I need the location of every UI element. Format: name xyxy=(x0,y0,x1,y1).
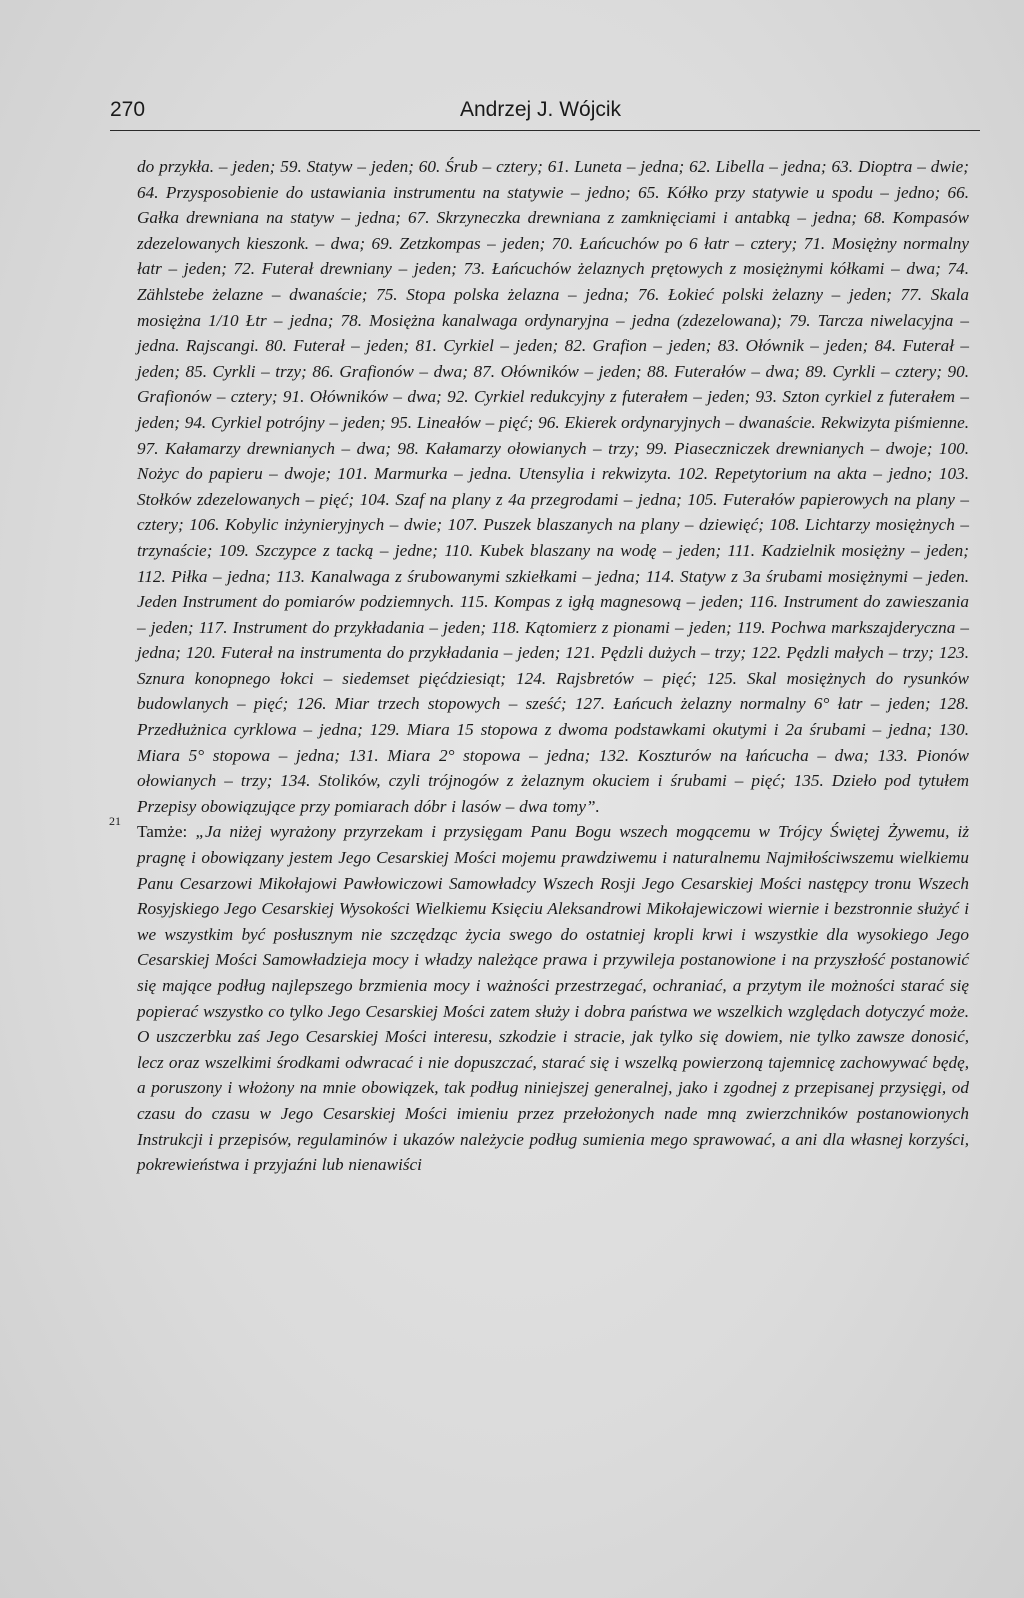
footnote-21 xyxy=(109,814,970,1177)
header-rule xyxy=(110,130,980,131)
footnotes-block xyxy=(109,154,970,1178)
running-head xyxy=(110,98,980,132)
running-head-author: Andrzej J. Wójcik xyxy=(460,98,622,121)
page-number: 270 xyxy=(110,98,146,121)
footnote-inventory-continuation: do przykła. – jeden; 59. Statyw – jeden; 60. Śrub – cztery; 61. Luneta – jedna; 62. Libella – jedna; 63. Dioptra – dwie; 64. Przysposobienie do ustawiania instrumentu na statywie – jedno; 65. Kółko przy statywie u spodu – jedno; 66. Gałka drewniana na statyw – jedna; 67. Skrzyneczka drewniana z zamknięciami i antabką – jedna; 68. Kompasów zdezelowanych kieszonk. – dwa; 69. Zetzkompas – jeden; 70. Łańcuchów po 6 łatr – cztery; 71. Mosiężny normalny łatr – jeden; 72. Futerał drewniany – jeden; 73. Łańcuchów żelaznych prętowych z mosiężnymi kółkami – dwa; 74. Zählstebe żelazne – dwanaście; 75. Stopa polska żelazna – jedna; 76. Łokieć polski żelazny – jeden; 77. Skala mosiężna 1/10 Łtr – jedna; 78. Mosiężna kanalwaga ordynaryjna – jedna (zdezelowana); 79. Tarcza niwelacyjna – jedna. Rajscangi. 80. Futerał – jeden; 81. Cyrkiel – jeden; 82. Grafion – jeden; 83. Ołównik – jeden; 84. Futerał – jeden; 85. Cyrkli – trzy; 86. Grafionów – dwa; 87. Ołówników – jeden; 88. Futerałów – dwa; 89. Cyrkli – cztery; 90. Grafionów – cztery; 91. Ołówników – dwa; 92. Cyrkiel redukcyjny z futerałem – jeden; 93. Szton cyrkiel z futerałem – jeden; 94. Cyrkiel potrójny – jeden; 95. Lineałów – pięć; 96. Ekierek ordynaryjnych – dwanaście. Rekwizyta piśmienne. 97. Kałamarzy drewnianych – dwa; 98. Kałamarzy ołowianych – trzy; 99. Piaseczniczek drewnianych – dwoje; 100. Nożyc do papieru – dwoje; 101. Marmurka – jedna. Utensylia i rekwizyta. 102. Repetytorium na akta – jedno; 103. Stołków zdezelowanych – pięć; 104. Szaf na plany z 4a przegrodami – jedna; 105. Futerałów papierowych na plany – cztery; 106. Kobylic inżynieryjnych – dwie; 107. Puszek blaszanych na plany – dziewięć; 108. Lichtarzy mosiężnych – trzynaście; 109. Szczypce z tacką – jedne; 110. Kubek blaszany na wodę – jeden; 111. Kadzielnik mosiężny – jeden; 112. Piłka – jedna; 113. Kanalwaga z śrubowanymi szkiełkami – jedna; 114. Statyw z 3a śrubami mosiężnymi – jeden. Jeden Instrument do pomiarów podziemnych. 115. Kompas z igłą magnesową – jeden; 116. Instrument do zawieszania – jeden; 117. Instrument do przykładania – jeden; 118. Kątomierz z pionami – jeden; 119. Pochwa markszajderyczna – jedna; 120. Futerał na instrumenta do przykładania – jeden; 121. Pędzli dużych – trzy; 122. Pędzli małych – trzy; 123. Sznura konopnego łokci – siedemset pięćdziesiąt; 124. Rajsbretów – pięć; 125. Skal mosiężnych do rysunków budowlanych – pięć; 126. Miar trzech stopowych – sześć; 127. Łańcuch żelazny normalny 6° łatr – jeden; 128. Przedłużnica cyrklowa – jedna; 129. Miara 15 stopowa z dwoma podstawkami okutymi i 2a śrubami – jedna; 130. Miara 5° stopowa – jedna; 131. Miara 2° stopowa – jedna; 132. Koszturów na łańcucha – dwa; 133. Pionów ołowianych – trzy; 134. Stolików, czyli trójnogów z żelaznym okuciem i śrubami – pięć; 135. Dzieło pod tytułem Przepisy obowiązujące przy pomiarach dóbr i lasów – dwa tomy”. xyxy=(137,157,969,816)
footnote-oath-text: „Ja niżej wyrażony przyrzekam i przysięgam Panu Bogu wszech mogącemu w Trójcy Świętej Żywemu, iż pragnę i obowiązany jestem Jego Cesarskiej Mości mojemu prawdziwemu i naturalnemu Najmiłościwszemu wielkiemu Panu Cesarzowi Mikołajowi Pawłowiczowi Samowładcy Wszech Rosji Jego Cesarskiej Mości następcy tronu Wszech Rosyjskiego Jego Cesarskiej Wysokości Wielkiemu Księciu Aleksandrowi Mikołajewiczowi wiernie i bezstronnie służyć i we wszystkim być posłusznym nie szczędząc życia swego do ostatniej kropli krwi i wszystkie dla wysokiego Jego Cesarskiej Mości Samowładzieja mocy i władzy należące prawa i przywileja postanowione i na przyszłość postanowić się mające podług najlepszego brzmienia mocy i ważności przestrzegać, ochraniać, a przytym ile możności starać się popierać wszystko co tylko Jego Cesarskiej Mości zatem służy i dobra państwa we wszelkich względach dotyczyć może. O uszczerbku zaś Jego Cesarskiej Mości interesu, szkodzie i stracie, jak tylko się dowiem, nie tylko zawsze donosić, lecz oraz wszelkimi środkami odwracać i nie dopuszczać, starać się i wszelką powierzoną tajemnicę zachowywać będę, a poruszony i włożony na mnie obowiązek, tak podług niniejszej generalnej, jako i zgodnej z przepisanej przysięgi, od czasu do czasu w Jego Cesarskiej Mości imieniu przez przełożonych nade mną zwierzchników postanowionych Instrukcji i przepisów, regulaminów i ukazów należycie podług sumienia mego sprawować, a ani dla własnej korzyści, pokrewieństwa i przyjaźni lub nienawiści xyxy=(137,822,970,1175)
footnote-marker: 21 xyxy=(109,814,121,829)
footnote-lead: Tamże: xyxy=(137,822,196,842)
